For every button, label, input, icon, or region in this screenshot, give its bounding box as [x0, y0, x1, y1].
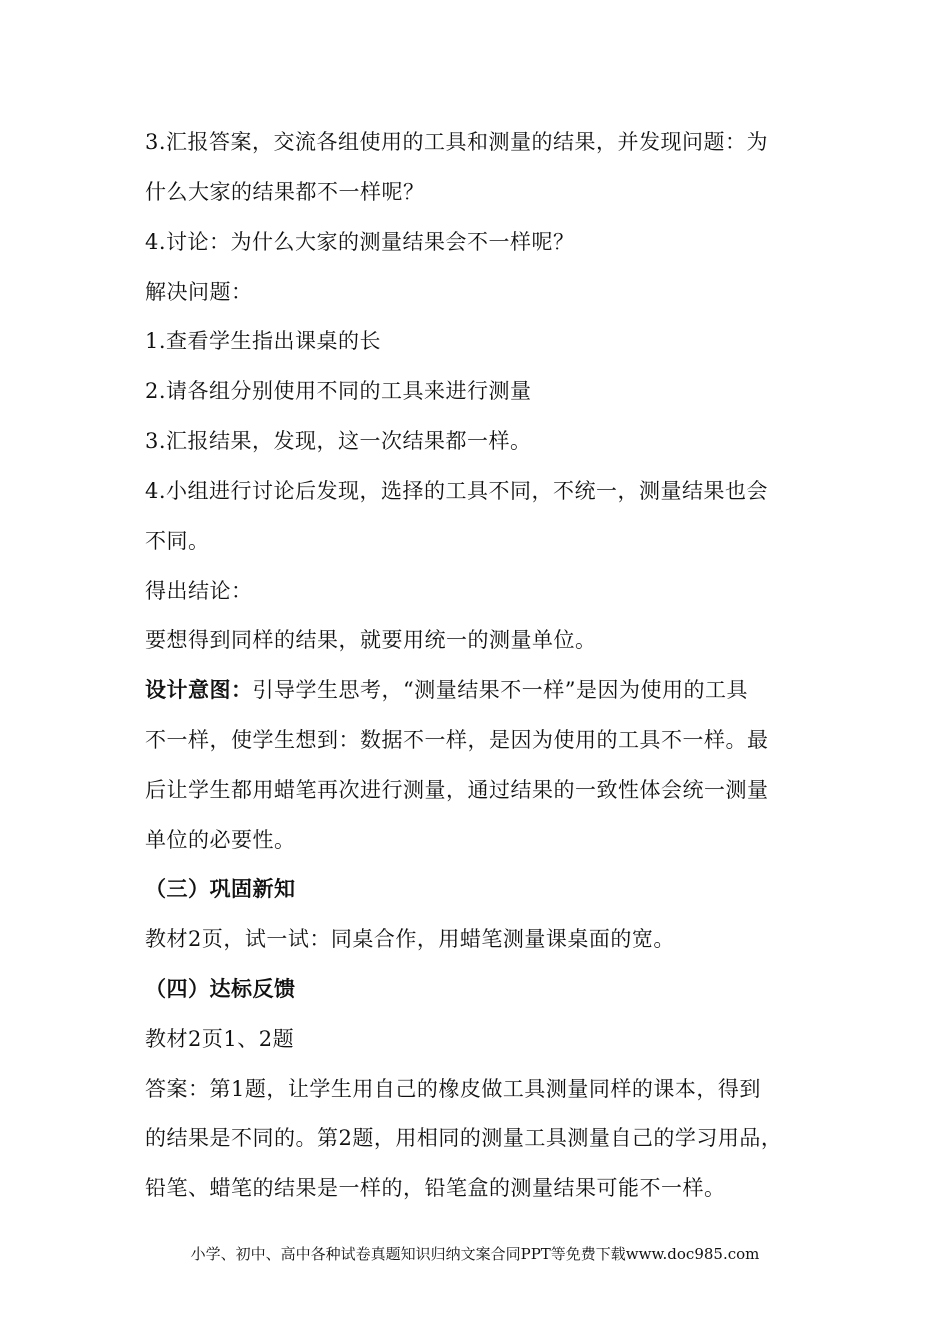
- text-line: 2.请各组分别使用不同的工具来进行测量: [145, 379, 532, 403]
- text-line: 3.汇报答案，交流各组使用的工具和测量的结果，并发现问题：为: [145, 130, 769, 154]
- text-line: 4.小组进行讨论后发现，选择的工具不同，不统一，测量结果也会: [145, 479, 769, 503]
- text-line: 1.查看学生指出课桌的长: [145, 329, 382, 353]
- text-line: 得出结论：: [145, 579, 253, 603]
- text-line: 后让学生都用蜡笔再次进行测量，通过结果的一致性体会统一测量: [145, 778, 769, 802]
- design-intent-text: 引导学生思考，“测量结果不一样”是因为使用的工具: [252, 678, 748, 702]
- text-line: 要想得到同样的结果，就要用统一的测量单位。: [145, 628, 597, 652]
- design-intent-paragraph: [145, 676, 815, 704]
- text-line: 的结果是不同的。第2题，用相同的测量工具测量自己的学习用品，: [145, 1126, 783, 1150]
- text-line: 铅笔、蜡笔的结果是一样的，铅笔盒的测量结果可能不一样。: [145, 1176, 726, 1200]
- text-line: 教材2页1、2题: [145, 1027, 295, 1051]
- text-line: 不同。: [145, 529, 210, 553]
- text-line: 答案：第1题，让学生用自己的橡皮做工具测量同样的课本，得到: [145, 1077, 761, 1101]
- text-line: 不一样，使学生想到：数据不一样，是因为使用的工具不一样。最: [145, 728, 769, 752]
- text-line: 教材2页，试一试：同桌合作，用蜡笔测量课桌面的宽。: [145, 927, 675, 951]
- text-line: 3.汇报结果，发现，这一次结果都一样。: [145, 429, 532, 453]
- text-line: 什么大家的结果都不一样呢？: [145, 180, 425, 204]
- text-line: 4.讨论：为什么大家的测量结果会不一样呢？: [145, 230, 575, 254]
- section-heading: （三）巩固新知: [145, 876, 296, 901]
- text-line: 单位的必要性。: [145, 828, 296, 852]
- design-intent-label: 设计意图：: [145, 677, 253, 702]
- page-footer: 小学、初中、高中各种试卷真题知识归纳文案合同PPT等免费下载www.doc985.com: [190, 1245, 760, 1263]
- text-line: 解决问题：: [145, 280, 253, 304]
- section-heading: （四）达标反馈: [145, 976, 296, 1001]
